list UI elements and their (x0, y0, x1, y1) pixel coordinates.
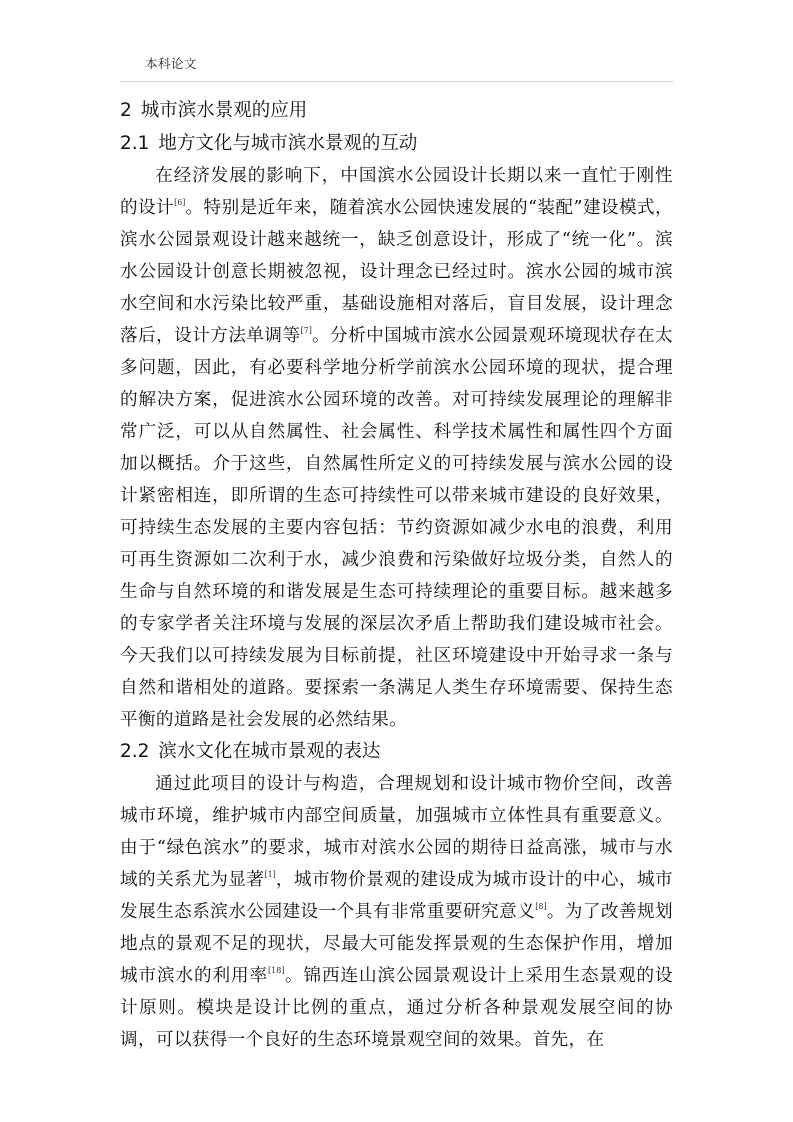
section-number: 2 (120, 100, 132, 121)
subsection-heading-2-1 (120, 128, 673, 160)
text-run: 。特别是近年来，随着滨水公园快速发展的“装配”建设模式，滨水公园景观设计越来越统一，缺乏创意设计，形成了“统一化”。滨水公园设计创意长期被忽视，设计理念已经过时。滨水公园的城市滨水空间和水污染比较严重，基础设施相对落后，盲目发展，设计理念落后，设计方法单调等 (120, 198, 673, 346)
citation-ref: [7] (300, 326, 312, 335)
subsection-title: 地方文化与城市滨水景观的互动 (158, 133, 418, 154)
citation-ref: [18] (268, 966, 285, 975)
text-run: 通过此项目的设计与构造，合理规划和设计城市物价空间，改善城市环境，维护城市内部空间质量，加强城市立体性具有重要意义。由于“绿色滨水”的要求，城市对滨水公园的期待日益高涨，城市与水域的关系尤为显著 (120, 774, 673, 890)
text-run: 。为了改善规划地点的景观不足的现状，尽最大可能发挥景观的生态保护作用，增加城市滨水的利用率 (120, 902, 673, 986)
citation-ref: [8] (535, 902, 547, 911)
subsection-number: 2.1 (120, 133, 150, 154)
section-title: 城市滨水景观的应用 (140, 100, 308, 121)
citation-ref: [1] (264, 870, 276, 879)
subsection-title: 滨水文化在城市景观的表达 (158, 741, 381, 762)
section-heading (120, 94, 673, 128)
text-run: 。分析中国城市滨水公园景观环境现状存在太多问题，因此，有必要科学地分析学前滨水公园环境的现状，提合理的解决方案，促进滨水公园环境的改善。对可持续发展理论的理解非常广泛，可以从自然属性、社会属性、科学技术属性和属性四个方面加以概括。介于这些，自然属性所定义的可持续发展与滨水公园的设计紧密相连，即所谓的生态可持续性可以带来城市建设的良好效果，可持续生态发展的主要内容包括：节约资源如减少水电的浪费，利用可再生资源如二次利于水，减少浪费和污染做好垃圾分类，自然人的生命与自然环境的和谐发展是生态可持续理论的重要目标。越来越多的专家学者关注环境与发展的深层次矛盾上帮助我们建设城市社会。今天我们以可持续发展为目标前提，社区环境建设中开始寻求一条与自然和谐相处的道路。要探索一条满足人类生存环境需要、保持生态平衡的道路是社会发展的必然结果。 (120, 326, 673, 730)
text-run: 。锦西连山滨公园景观设计上采用生态景观的设计原则。模块是设计比例的重点，通过分析各种景观发展空间的协调，可以获得一个良好的生态环境景观空间的效果。首先，在 (120, 966, 673, 1050)
page-header: 本科论文 (145, 56, 198, 71)
paragraph-2-1 (120, 160, 673, 736)
text-run: 在经济发展的影响下，中国滨水公园设计长期以来一直忙于刚性的设计 (120, 166, 673, 218)
text-run: ，城市物价景观的建设成为城市设计的中心，城市发展生态系滨水公园建设一个具有非常重要研究意义 (120, 870, 674, 922)
subsection-number: 2.2 (120, 741, 150, 762)
paragraph-2-2 (120, 768, 673, 1056)
citation-ref: [6] (174, 198, 186, 207)
main-content (120, 94, 673, 1056)
header-divider (120, 81, 673, 82)
subsection-heading-2-2 (120, 736, 673, 768)
